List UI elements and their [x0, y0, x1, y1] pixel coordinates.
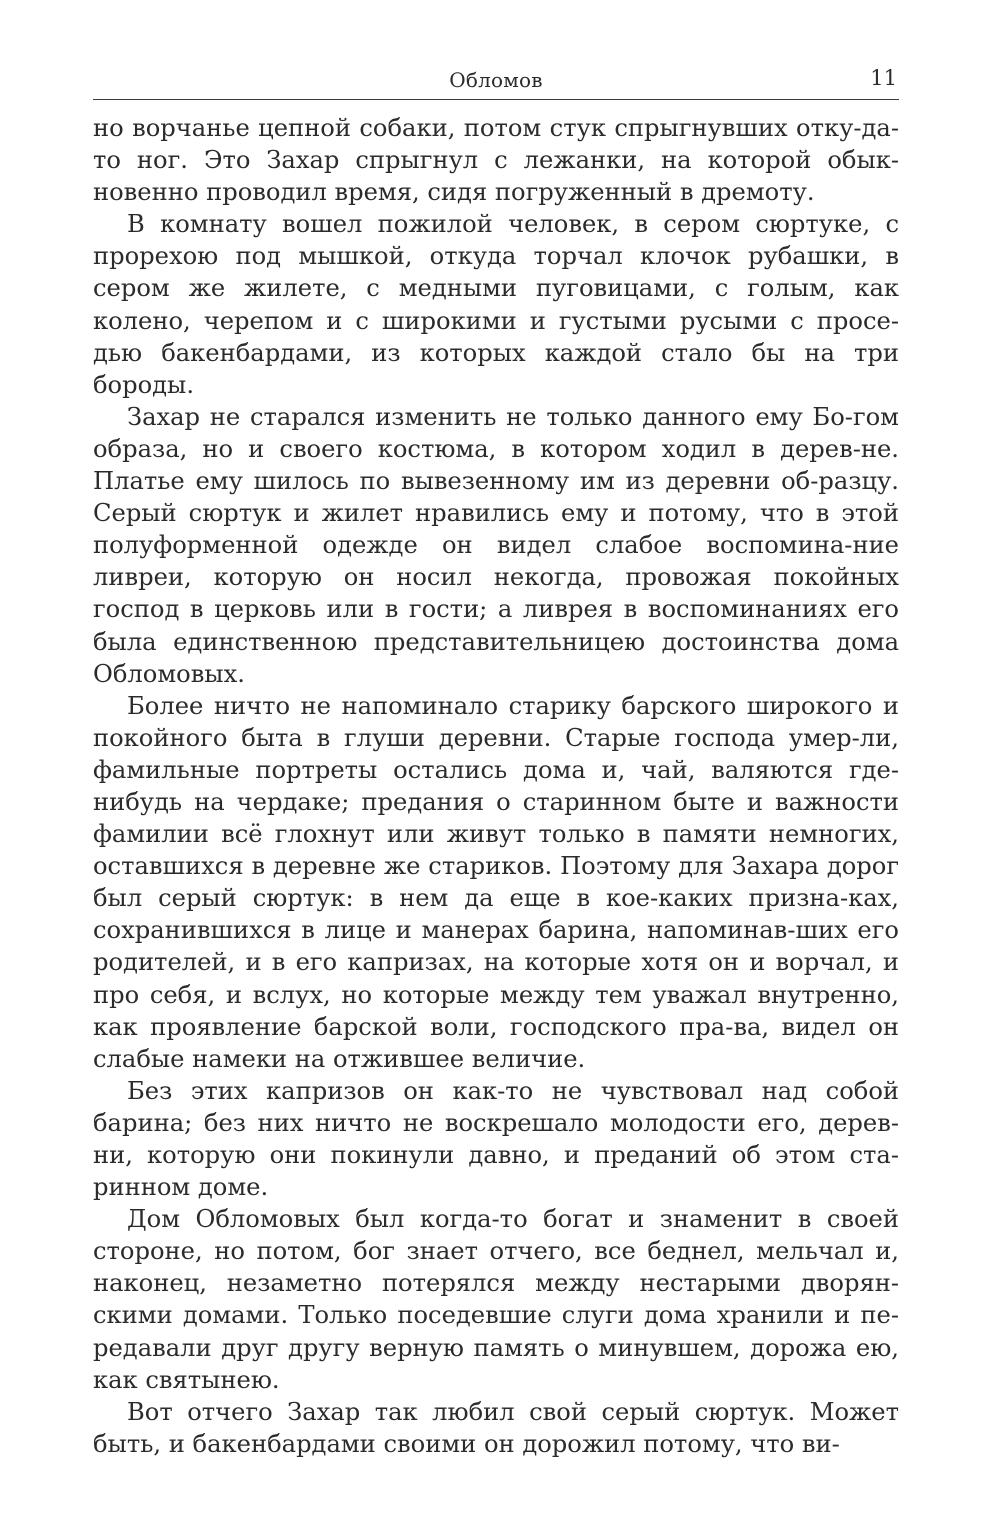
page-number: 11	[870, 66, 897, 90]
paragraph: Без этих капризов он как-то не чувствовал над собой барина; без них ничто не воскрешало молодости его, дерев-ни, которую они покинули давно, и преданий об этом ста-ринном доме.	[93, 1076, 899, 1202]
paragraph: Дом Обломовых был когда-то богат и знаменит в своей стороне, но потом, бог знает отчего, все беднел, мельчал и, наконец, незаметно потерялся между нестарыми дворян-скими домами. Только поседевшие слуги дома хранили и пе-редавали друг другу верную память о минувшем, дорожа ею, как святынею.	[93, 1205, 899, 1394]
paragraph: В комнату вошел пожилой человек, в сером сюртуке, с прорехою под мышкой, откуда торчал клочок рубашки, в сером же жилете, с медными пуговицами, с голым, как колено, черепом и с широкими и густыми русыми с просе-дью бакенбардами, из которых каждой стало бы на три бороды.	[93, 210, 899, 399]
paragraph: Захар не старался изменить не только данного ему Бо-гом образа, но и своего костюма, в котором ходил в дерев-не. Платье ему шилось по вывезенному им из деревни об-разцу. Серый сюртук и жилет нравились ему и потому, что в этой полуформенной одежде он видел слабое воспомина-ние ливреи, которую он носил некогда, провожая покойных господ в церковь или в гости; а ливрея в воспоминаниях его была единственною представительницею достоинства дома Обломовых.	[93, 402, 899, 688]
paragraph: Более ничто не напоминало старику барского широкого и покойного быта в глуши деревни. Старые господа умер-ли, фамильные портреты остались дома и, чай, валяются где-нибудь на чердаке; предания о старинном быте и важности фамилии всё глохнут или живут только в памяти немногих, оставшихся в деревне же стариков. Поэтому для Захара дорог был серый сюртук: в нем да еще в кое-каких призна-ках, сохранившихся в лице и манерах барина, напоминав-ших его родителей, и в его капризах, на которые хотя он и ворчал, и про себя, и вслух, но которые между тем уважал внутренно, как проявление барской воли, господского пра-ва, видел он слабые намеки на отжившее величие.	[93, 691, 899, 1073]
running-title: Обломов	[449, 68, 543, 92]
paragraph: Вот отчего Захар так любил свой серый сюртук. Может быть, и бакенбардами своими он дорожил потому, что ви-	[93, 1397, 899, 1458]
book-page	[93, 58, 899, 1460]
paragraph-continued: но ворчанье цепной собаки, потом стук спрыгнувших отку-да-то ног. Это Захар спрыгнул с лежанки, на которой обык-новенно проводил время, сидя погруженный в дремоту.	[93, 114, 899, 207]
running-header	[93, 58, 899, 100]
body-text	[93, 112, 899, 1460]
